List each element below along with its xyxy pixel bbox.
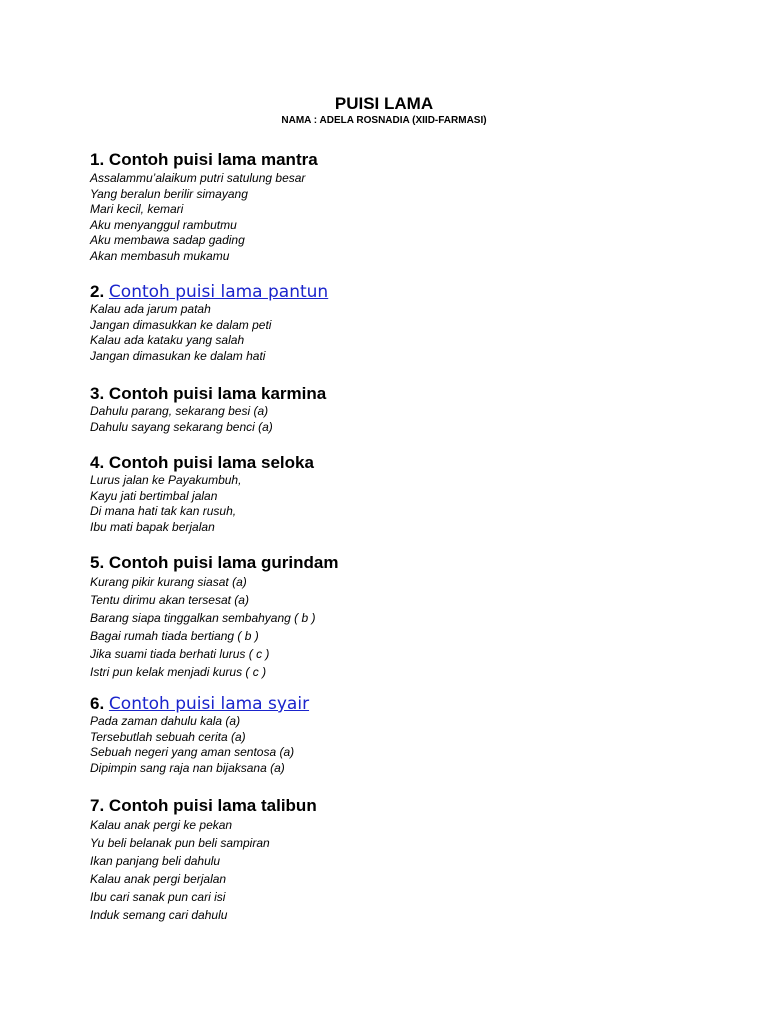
- poem-line: Sebuah negeri yang aman sentosa (a): [90, 745, 295, 760]
- section-number: 5.: [90, 553, 105, 572]
- poem-line: Assalammu’alaikum putri satulung besar: [90, 171, 306, 185]
- section-title: Contoh puisi lama karmina: [108, 384, 327, 403]
- section-number: 2.: [90, 282, 105, 301]
- pantun-link[interactable]: Contoh puisi lama pantun: [108, 282, 329, 302]
- section-title: Contoh puisi lama mantra: [108, 150, 318, 169]
- poem-line: Tentu dirimu akan tersesat (a): [90, 593, 249, 607]
- section-heading: [90, 384, 690, 404]
- poem-line: Dipimpin sang raja nan bijaksana (a): [90, 760, 285, 775]
- poem-line: Kalau anak pergi berjalan: [90, 872, 227, 886]
- poem-lines: [90, 816, 690, 924]
- poem-lines: [90, 302, 690, 364]
- section-syair: [90, 694, 690, 776]
- section-karmina: [90, 384, 690, 435]
- poem-line: Dahulu parang, sekarang besi (a): [90, 404, 269, 418]
- section-number: 1.: [90, 150, 105, 169]
- section-number: 3.: [90, 384, 105, 403]
- poem-lines: [90, 171, 690, 265]
- section-talibun: [90, 796, 690, 924]
- poem-line: Kalau anak pergi ke pekan: [90, 818, 233, 832]
- section-title: Contoh puisi lama talibun: [108, 796, 317, 815]
- poem-line: Barang siapa tinggalkan sembahyang ( b ): [90, 611, 316, 625]
- poem-line: Bagai rumah tiada bertiang ( b ): [90, 629, 259, 643]
- poem-line: Kurang pikir kurang siasat (a): [90, 575, 247, 589]
- section-heading: [90, 553, 690, 573]
- poem-line: Jangan dimasukan ke dalam hati: [90, 348, 266, 363]
- poem-line: Induk semang cari dahulu: [90, 908, 228, 922]
- section-heading: [90, 453, 690, 473]
- section-heading: [90, 282, 690, 302]
- section-heading: [90, 150, 690, 170]
- poem-line: Jika suami tiada berhati lurus ( c ): [90, 647, 270, 661]
- poem-line: Kalau ada kataku yang salah: [90, 333, 245, 348]
- poem-line: Ibu cari sanak pun cari isi: [90, 890, 226, 904]
- section-number: 4.: [90, 453, 105, 472]
- poem-line: Dahulu sayang sekarang benci (a): [90, 419, 273, 434]
- section-seloka: [90, 453, 690, 535]
- poem-line: Jangan dimasukkan ke dalam peti: [90, 317, 272, 332]
- poem-line: Aku membawa sadap gading: [90, 233, 245, 248]
- poem-lines: [90, 473, 690, 535]
- section-number: 6.: [90, 694, 105, 713]
- syair-link[interactable]: Contoh puisi lama syair: [108, 694, 310, 714]
- section-heading: [90, 796, 690, 816]
- section-title: Contoh puisi lama seloka: [108, 453, 314, 472]
- poem-line: Akan membasuh mukamu: [90, 248, 230, 263]
- poem-line: Di mana hati tak kan rusuh,: [90, 504, 237, 519]
- poem-line: Mari kecil, kemari: [90, 202, 184, 217]
- section-gurindam: [90, 553, 690, 681]
- section-mantra: [90, 150, 690, 265]
- section-pantun: [90, 282, 690, 364]
- section-heading: [90, 694, 690, 714]
- poem-lines: [90, 714, 690, 776]
- poem-line: Pada zaman dahulu kala (a): [90, 714, 241, 728]
- poem-line: Kayu jati bertimbal jalan: [90, 488, 218, 503]
- poem-line: Aku menyanggul rambutmu: [90, 217, 237, 232]
- poem-lines: [90, 404, 690, 435]
- section-title: Contoh puisi lama gurindam: [108, 553, 339, 572]
- section-number: 7.: [90, 796, 105, 815]
- author-line: NAMA : ADELA ROSNADIA (XIID-FARMASI): [281, 115, 487, 126]
- poem-line: Lurus jalan ke Payakumbuh,: [90, 473, 242, 487]
- poem-line: Ibu mati bapak berjalan: [90, 519, 215, 534]
- poem-line: Yang beralun berilir simayang: [90, 186, 248, 201]
- poem-lines: [90, 573, 690, 681]
- poem-line: Ikan panjang beli dahulu: [90, 854, 221, 868]
- document-title: PUISI LAMA: [334, 94, 434, 113]
- poem-line: Kalau ada jarum patah: [90, 302, 211, 316]
- poem-line: Yu beli belanak pun beli sampiran: [90, 836, 270, 850]
- poem-line: Istri pun kelak menjadi kurus ( c ): [90, 665, 267, 679]
- poem-line: Tersebutlah sebuah cerita (a): [90, 729, 246, 744]
